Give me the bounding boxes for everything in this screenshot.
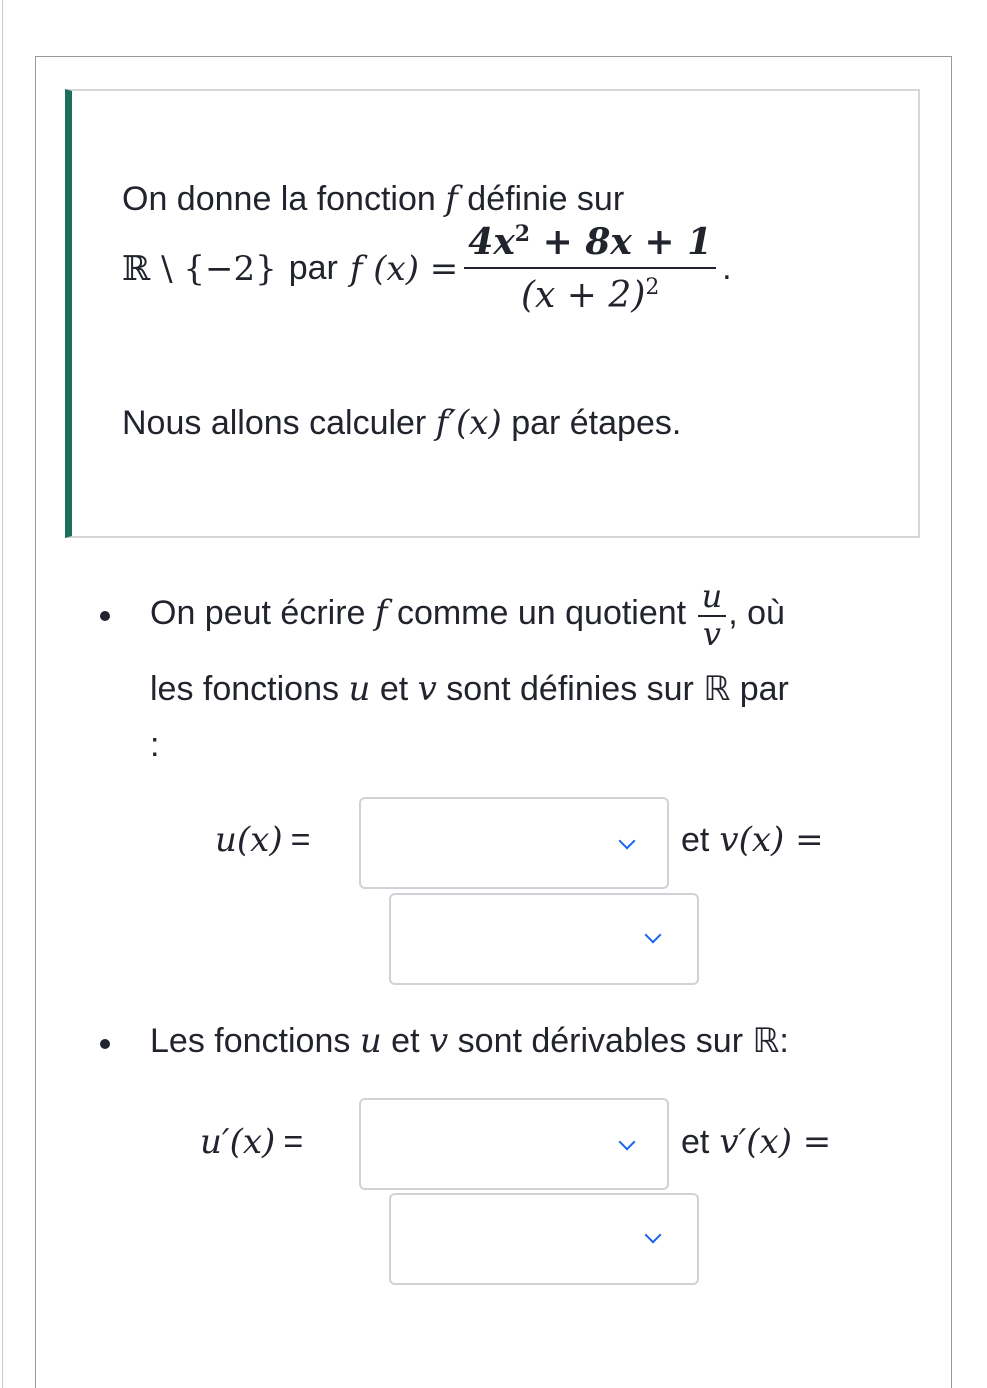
var-v: v bbox=[417, 669, 437, 710]
b2-colon: : bbox=[779, 1022, 789, 1060]
intro-text-b: définie sur bbox=[467, 180, 625, 218]
intro-text-c: Nous allons calculer bbox=[122, 404, 427, 442]
intro-callout bbox=[65, 89, 920, 538]
period: . bbox=[722, 249, 732, 287]
b1-text-d: les fonctions bbox=[150, 670, 339, 709]
chevron-down-icon bbox=[619, 833, 636, 850]
et-label: et bbox=[681, 1122, 710, 1161]
v-prime-equation bbox=[681, 1122, 831, 1162]
bullet-dot bbox=[100, 611, 110, 621]
reals-symbol: ℝ bbox=[752, 1021, 780, 1061]
b1-text-c: , où bbox=[728, 594, 785, 632]
v-prime-label: v′(x) = bbox=[719, 1122, 832, 1162]
var-f: f bbox=[445, 179, 458, 219]
u-prime-equals: = bbox=[283, 1122, 304, 1161]
b2-et: et bbox=[391, 1022, 420, 1060]
u-prime-dropdown[interactable] bbox=[359, 1098, 669, 1190]
fraction-u: u bbox=[698, 579, 727, 617]
denominator-exponent: 2 bbox=[645, 275, 660, 300]
par-word: par bbox=[288, 249, 338, 287]
b1-et: et bbox=[379, 670, 409, 709]
chevron-down-icon bbox=[645, 927, 662, 944]
intro-text-a: On donne la fonction bbox=[122, 180, 436, 218]
u-equals: = bbox=[290, 820, 311, 859]
bullet-dot bbox=[100, 1039, 110, 1049]
fraction-v: v bbox=[702, 615, 721, 654]
intro-line-3 bbox=[122, 403, 681, 443]
var-u: u bbox=[348, 669, 371, 710]
numerator-rest: + 8x + 1 bbox=[530, 221, 713, 263]
numerator-exponent: 2 bbox=[514, 221, 531, 247]
var-v: v bbox=[428, 1021, 449, 1061]
function-fraction bbox=[464, 221, 716, 316]
bullet-derivatives-text bbox=[150, 1003, 930, 1079]
denominator-base: (x + 2) bbox=[521, 275, 646, 316]
var-f: f bbox=[374, 593, 388, 633]
u-label: u(x) bbox=[215, 820, 283, 860]
domain-expression: ℝ \ {−2} bbox=[122, 248, 277, 289]
chevron-down-icon bbox=[645, 1227, 662, 1244]
intro-line-1 bbox=[122, 179, 882, 219]
intro-line-2 bbox=[122, 221, 732, 316]
reals-symbol: ℝ bbox=[703, 669, 731, 710]
et-label: et bbox=[681, 820, 710, 859]
fraction-denominator bbox=[521, 269, 659, 316]
b1-text-b: comme un quotient bbox=[396, 594, 687, 632]
derivative-expression: f′(x) bbox=[435, 403, 502, 443]
u-dropdown[interactable] bbox=[359, 797, 669, 889]
v-prime-dropdown[interactable] bbox=[389, 1193, 699, 1285]
b1-colon: : bbox=[150, 726, 160, 764]
b2-text-a: Les fonctions bbox=[150, 1022, 351, 1060]
quotient-fraction bbox=[698, 577, 727, 654]
v-equation bbox=[681, 820, 824, 860]
b1-text-f: par bbox=[739, 670, 789, 709]
u-prime-label: u′(x) bbox=[200, 1122, 276, 1162]
bullet-derivatives bbox=[100, 1003, 930, 1083]
function-lhs: f (x) = bbox=[349, 248, 459, 289]
intro-text-d: par étapes. bbox=[511, 404, 682, 442]
left-divider bbox=[2, 0, 3, 1388]
u-prime-equation bbox=[200, 1122, 303, 1162]
fraction-numerator bbox=[464, 221, 716, 269]
v-label: v(x) = bbox=[719, 820, 824, 860]
numerator-base: 4x bbox=[468, 221, 515, 263]
b1-text-a: On peut écrire bbox=[150, 594, 366, 632]
v-dropdown[interactable] bbox=[389, 893, 699, 985]
b1-text-e: sont définies sur bbox=[446, 670, 694, 709]
chevron-down-icon bbox=[619, 1134, 636, 1151]
bullet-quotient-text bbox=[150, 575, 930, 727]
b2-text-b: sont dérivables sur bbox=[457, 1022, 744, 1060]
var-u: u bbox=[359, 1021, 382, 1061]
u-equation bbox=[215, 820, 310, 860]
